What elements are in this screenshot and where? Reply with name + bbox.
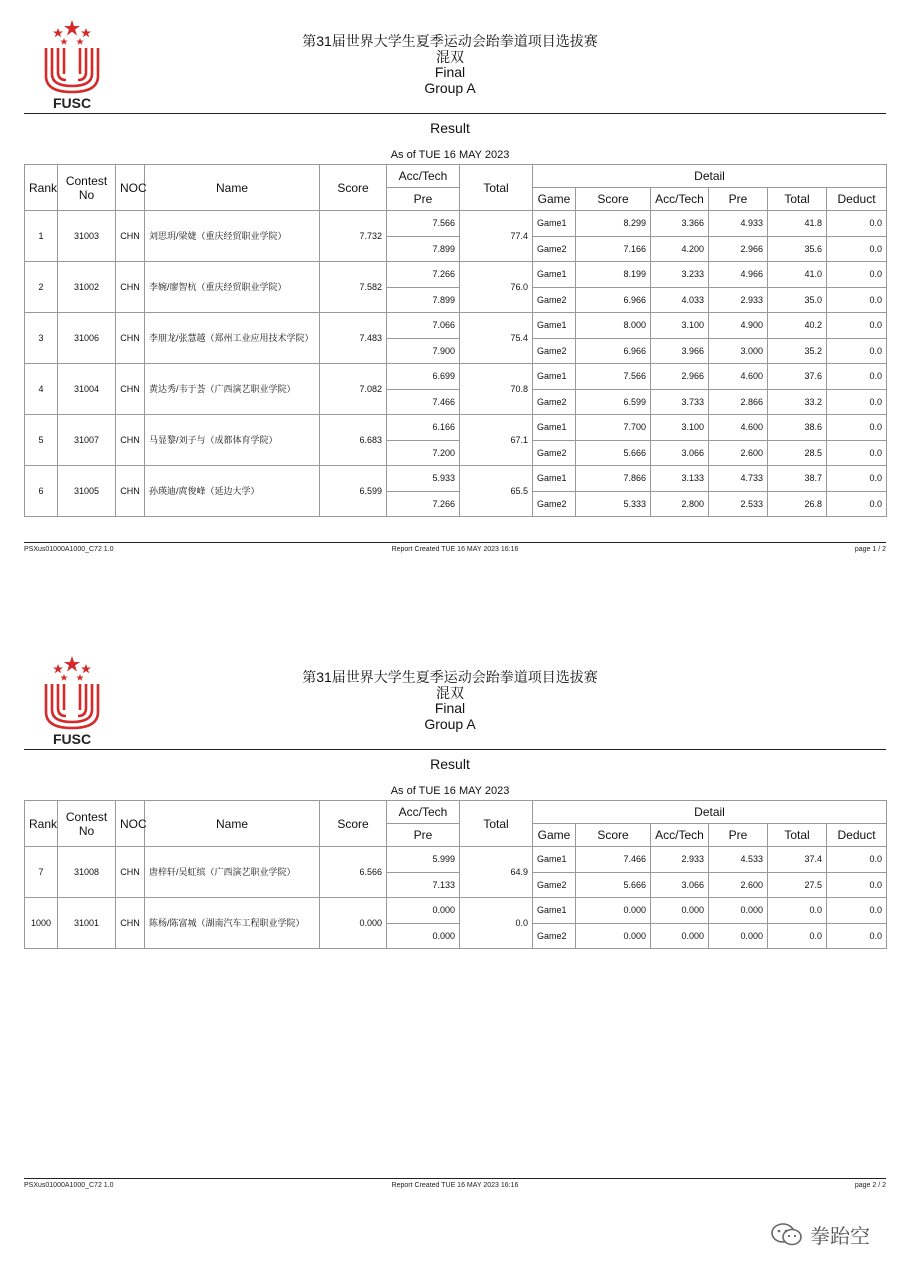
athlete-name-cell: 孙瑛迪/庹俊峰（延边大学）	[145, 466, 320, 517]
total-cell: 0.0	[460, 898, 533, 949]
competition-title: 第31届世界大学生夏季运动会跆拳道项目选拔赛	[302, 669, 598, 685]
game-acc-tech-cell: 3.966	[651, 338, 709, 364]
watermark-text: 拳跆空	[810, 1226, 870, 1248]
game-acc-tech-cell: 3.100	[651, 313, 709, 339]
pre-cell: 7.266	[387, 491, 460, 517]
game-cell: Game2	[533, 440, 576, 466]
col-detail-total: Total	[768, 188, 827, 211]
score-cell: 7.082	[320, 364, 387, 415]
athlete-name-cell: 马显黎/刘子与（成都体育学院）	[145, 415, 320, 466]
game-score-cell: 6.966	[576, 338, 651, 364]
col-pre: Pre	[387, 824, 460, 847]
rank-cell: 2	[25, 262, 58, 313]
game-acc-tech-cell: 3.233	[651, 262, 709, 288]
game-pre-cell: 2.966	[709, 236, 768, 262]
pre-cell: 7.133	[387, 872, 460, 898]
game-total-cell: 38.6	[768, 415, 827, 441]
col-detail-acc-tech: Acc/Tech	[651, 188, 709, 211]
game-cell: Game1	[533, 211, 576, 237]
noc-cell: CHN	[116, 211, 145, 262]
game-acc-tech-cell: 3.066	[651, 872, 709, 898]
watermark	[770, 1220, 870, 1249]
total-cell: 77.4	[460, 211, 533, 262]
rank-cell: 1	[25, 211, 58, 262]
page-number: page 2 / 2	[854, 1182, 886, 1189]
noc-cell: CHN	[116, 364, 145, 415]
report-header	[250, 670, 650, 732]
score-cell: 6.566	[320, 847, 387, 898]
rank-cell: 3	[25, 313, 58, 364]
table-row	[25, 466, 887, 492]
game-score-cell: 0.000	[576, 923, 651, 949]
game-cell: Game1	[533, 466, 576, 492]
noc-cell: CHN	[116, 466, 145, 517]
athlete-name-cell: 李婉/廖智杭（重庆经贸职业学院）	[145, 262, 320, 313]
game-pre-cell: 4.533	[709, 847, 768, 873]
acc-tech-cell: 6.699	[387, 364, 460, 390]
report-page-2	[0, 636, 900, 1272]
game-total-cell: 38.7	[768, 466, 827, 492]
col-detail-score: Score	[576, 824, 651, 847]
fusc-logo-icon	[40, 18, 104, 110]
game-total-cell: 37.4	[768, 847, 827, 873]
col-game: Game	[533, 188, 576, 211]
page-number: page 1 / 2	[854, 546, 886, 553]
game-acc-tech-cell: 2.933	[651, 847, 709, 873]
col-detail-pre: Pre	[709, 824, 768, 847]
athlete-name-cell: 黄达秀/韦于荟（广西演艺职业学院）	[145, 364, 320, 415]
col-contest-no: Contest No	[58, 165, 116, 211]
game-score-cell: 7.566	[576, 364, 651, 390]
total-cell: 65.5	[460, 466, 533, 517]
group-name: Group A	[424, 79, 476, 96]
game-deduct-cell: 0.0	[827, 898, 887, 924]
game-deduct-cell: 0.0	[827, 440, 887, 466]
score-cell: 7.582	[320, 262, 387, 313]
rank-cell: 4	[25, 364, 58, 415]
header-divider	[24, 113, 886, 114]
footer-divider	[24, 1178, 886, 1179]
game-total-cell: 35.2	[768, 338, 827, 364]
col-detail-acc-tech: Acc/Tech	[651, 824, 709, 847]
total-cell: 70.8	[460, 364, 533, 415]
game-cell: Game2	[533, 338, 576, 364]
pre-cell: 7.900	[387, 338, 460, 364]
pre-cell: 7.200	[387, 440, 460, 466]
noc-cell: CHN	[116, 415, 145, 466]
game-score-cell: 7.700	[576, 415, 651, 441]
game-score-cell: 8.299	[576, 211, 651, 237]
game-pre-cell: 2.933	[709, 287, 768, 313]
col-score: Score	[320, 801, 387, 847]
contest-no-cell: 31005	[58, 466, 116, 517]
rank-cell: 1000	[25, 898, 58, 949]
report-created: Report Created TUE 16 MAY 2023 16:16	[391, 1182, 519, 1189]
contest-no-cell: 31003	[58, 211, 116, 262]
table-row	[25, 313, 887, 339]
table-row	[25, 211, 887, 237]
game-deduct-cell: 0.0	[827, 389, 887, 415]
table-row	[25, 262, 887, 288]
contest-no-cell: 31008	[58, 847, 116, 898]
game-total-cell: 35.6	[768, 236, 827, 262]
game-deduct-cell: 0.0	[827, 491, 887, 517]
acc-tech-cell: 0.000	[387, 898, 460, 924]
total-cell: 75.4	[460, 313, 533, 364]
col-game: Game	[533, 824, 576, 847]
game-cell: Game2	[533, 491, 576, 517]
game-acc-tech-cell: 2.800	[651, 491, 709, 517]
game-acc-tech-cell: 4.200	[651, 236, 709, 262]
table-row	[25, 364, 887, 390]
game-acc-tech-cell: 3.133	[651, 466, 709, 492]
footer-divider	[24, 542, 886, 543]
contest-no-cell: 31002	[58, 262, 116, 313]
game-cell: Game1	[533, 898, 576, 924]
col-pre: Pre	[387, 188, 460, 211]
game-total-cell: 41.0	[768, 262, 827, 288]
col-detail-total: Total	[768, 824, 827, 847]
game-total-cell: 41.8	[768, 211, 827, 237]
athlete-name-cell: 陈杨/陈富城（湖南汽车工程职业学院）	[145, 898, 320, 949]
noc-cell: CHN	[116, 313, 145, 364]
col-score: Score	[320, 165, 387, 211]
game-acc-tech-cell: 3.366	[651, 211, 709, 237]
col-contest-no: Contest No	[58, 801, 116, 847]
game-total-cell: 28.5	[768, 440, 827, 466]
game-acc-tech-cell: 3.100	[651, 415, 709, 441]
game-cell: Game2	[533, 923, 576, 949]
col-total: Total	[460, 165, 533, 211]
acc-tech-cell: 5.933	[387, 466, 460, 492]
game-total-cell: 35.0	[768, 287, 827, 313]
report-code: PSXus01000A1000_C72 1.0	[24, 546, 114, 553]
game-deduct-cell: 0.0	[827, 847, 887, 873]
game-total-cell: 33.2	[768, 389, 827, 415]
game-pre-cell: 0.000	[709, 923, 768, 949]
contest-no-cell: 31007	[58, 415, 116, 466]
as-of-date: As of TUE 16 MAY 2023	[390, 149, 510, 161]
game-score-cell: 5.333	[576, 491, 651, 517]
game-deduct-cell: 0.0	[827, 313, 887, 339]
game-cell: Game1	[533, 847, 576, 873]
event-name: 混双	[436, 48, 464, 65]
header-divider	[24, 749, 886, 750]
pre-cell: 0.000	[387, 923, 460, 949]
report-header	[250, 34, 650, 96]
game-pre-cell: 4.933	[709, 211, 768, 237]
game-total-cell: 37.6	[768, 364, 827, 390]
game-deduct-cell: 0.0	[827, 923, 887, 949]
pre-cell: 7.899	[387, 287, 460, 313]
game-acc-tech-cell: 3.733	[651, 389, 709, 415]
game-pre-cell: 4.966	[709, 262, 768, 288]
svg-text:FUSC: FUSC	[52, 95, 92, 110]
game-cell: Game1	[533, 415, 576, 441]
report-created: Report Created TUE 16 MAY 2023 16:16	[391, 546, 519, 553]
game-deduct-cell: 0.0	[827, 338, 887, 364]
game-acc-tech-cell: 0.000	[651, 898, 709, 924]
col-acc-tech: Acc/Tech	[387, 801, 460, 824]
rank-cell: 7	[25, 847, 58, 898]
game-total-cell: 0.0	[768, 898, 827, 924]
game-deduct-cell: 0.0	[827, 211, 887, 237]
col-rank: Rank	[25, 801, 58, 847]
acc-tech-cell: 7.266	[387, 262, 460, 288]
col-rank: Rank	[25, 165, 58, 211]
col-detail: Detail	[533, 165, 887, 188]
results-table	[24, 800, 887, 949]
pre-cell: 7.899	[387, 236, 460, 262]
competition-title: 第31届世界大学生夏季运动会跆拳道项目选拔赛	[302, 33, 598, 49]
total-cell: 64.9	[460, 847, 533, 898]
game-total-cell: 40.2	[768, 313, 827, 339]
report-code: PSXus01000A1000_C72 1.0	[24, 1182, 114, 1189]
game-score-cell: 6.966	[576, 287, 651, 313]
section-title: Result	[430, 756, 470, 772]
game-deduct-cell: 0.0	[827, 287, 887, 313]
game-pre-cell: 2.866	[709, 389, 768, 415]
score-cell: 6.599	[320, 466, 387, 517]
game-deduct-cell: 0.0	[827, 415, 887, 441]
athlete-name-cell: 李朋龙/张慧越（郑州工业应用技术学院）	[145, 313, 320, 364]
game-score-cell: 6.599	[576, 389, 651, 415]
acc-tech-cell: 7.066	[387, 313, 460, 339]
game-acc-tech-cell: 0.000	[651, 923, 709, 949]
col-deduct: Deduct	[827, 824, 887, 847]
col-deduct: Deduct	[827, 188, 887, 211]
noc-cell: CHN	[116, 847, 145, 898]
acc-tech-cell: 6.166	[387, 415, 460, 441]
game-pre-cell: 4.733	[709, 466, 768, 492]
game-cell: Game2	[533, 236, 576, 262]
score-cell: 7.732	[320, 211, 387, 262]
col-noc: NOC	[116, 165, 145, 211]
game-total-cell: 27.5	[768, 872, 827, 898]
rank-cell: 6	[25, 466, 58, 517]
game-deduct-cell: 0.0	[827, 466, 887, 492]
game-cell: Game1	[533, 262, 576, 288]
acc-tech-cell: 5.999	[387, 847, 460, 873]
game-deduct-cell: 0.0	[827, 262, 887, 288]
athlete-name-cell: 刘思玥/梁婕（重庆经贸职业学院）	[145, 211, 320, 262]
game-pre-cell: 4.600	[709, 364, 768, 390]
game-pre-cell: 2.533	[709, 491, 768, 517]
game-total-cell: 0.0	[768, 923, 827, 949]
game-cell: Game2	[533, 389, 576, 415]
game-pre-cell: 2.600	[709, 872, 768, 898]
score-cell: 0.000	[320, 898, 387, 949]
table-row	[25, 898, 887, 924]
col-noc: NOC	[116, 801, 145, 847]
game-score-cell: 5.666	[576, 440, 651, 466]
group-name: Group A	[424, 715, 476, 732]
fusc-logo-icon	[40, 654, 104, 746]
total-cell: 76.0	[460, 262, 533, 313]
col-acc-tech: Acc/Tech	[387, 165, 460, 188]
col-name: Name	[145, 165, 320, 211]
contest-no-cell: 31001	[58, 898, 116, 949]
game-score-cell: 7.166	[576, 236, 651, 262]
acc-tech-cell: 7.566	[387, 211, 460, 237]
rank-cell: 5	[25, 415, 58, 466]
athlete-name-cell: 唐梓轩/吴虹缤（广西演艺职业学院）	[145, 847, 320, 898]
game-cell: Game2	[533, 287, 576, 313]
table-row	[25, 847, 887, 873]
game-pre-cell: 3.000	[709, 338, 768, 364]
game-pre-cell: 0.000	[709, 898, 768, 924]
game-score-cell: 0.000	[576, 898, 651, 924]
section-title: Result	[430, 120, 470, 136]
phase-name: Final	[434, 700, 466, 716]
game-cell: Game2	[533, 872, 576, 898]
col-detail-pre: Pre	[709, 188, 768, 211]
game-acc-tech-cell: 4.033	[651, 287, 709, 313]
game-score-cell: 8.000	[576, 313, 651, 339]
noc-cell: CHN	[116, 898, 145, 949]
game-pre-cell: 2.600	[709, 440, 768, 466]
phase-name: Final	[434, 64, 466, 80]
as-of-date: As of TUE 16 MAY 2023	[390, 785, 510, 797]
game-score-cell: 5.666	[576, 872, 651, 898]
score-cell: 6.683	[320, 415, 387, 466]
game-cell: Game1	[533, 364, 576, 390]
game-pre-cell: 4.600	[709, 415, 768, 441]
results-table	[24, 164, 887, 517]
col-total: Total	[460, 801, 533, 847]
game-deduct-cell: 0.0	[827, 364, 887, 390]
noc-cell: CHN	[116, 262, 145, 313]
svg-text:FUSC: FUSC	[52, 731, 92, 746]
col-detail-score: Score	[576, 188, 651, 211]
contest-no-cell: 31006	[58, 313, 116, 364]
game-score-cell: 8.199	[576, 262, 651, 288]
score-cell: 7.483	[320, 313, 387, 364]
pre-cell: 7.466	[387, 389, 460, 415]
game-acc-tech-cell: 3.066	[651, 440, 709, 466]
game-total-cell: 26.8	[768, 491, 827, 517]
table-row	[25, 415, 887, 441]
game-deduct-cell: 0.0	[827, 872, 887, 898]
col-name: Name	[145, 801, 320, 847]
event-name: 混双	[436, 684, 464, 701]
total-cell: 67.1	[460, 415, 533, 466]
game-score-cell: 7.866	[576, 466, 651, 492]
game-cell: Game1	[533, 313, 576, 339]
game-pre-cell: 4.900	[709, 313, 768, 339]
contest-no-cell: 31004	[58, 364, 116, 415]
wechat-icon	[770, 1222, 804, 1248]
game-acc-tech-cell: 2.966	[651, 364, 709, 390]
col-detail: Detail	[533, 801, 887, 824]
game-deduct-cell: 0.0	[827, 236, 887, 262]
game-score-cell: 7.466	[576, 847, 651, 873]
